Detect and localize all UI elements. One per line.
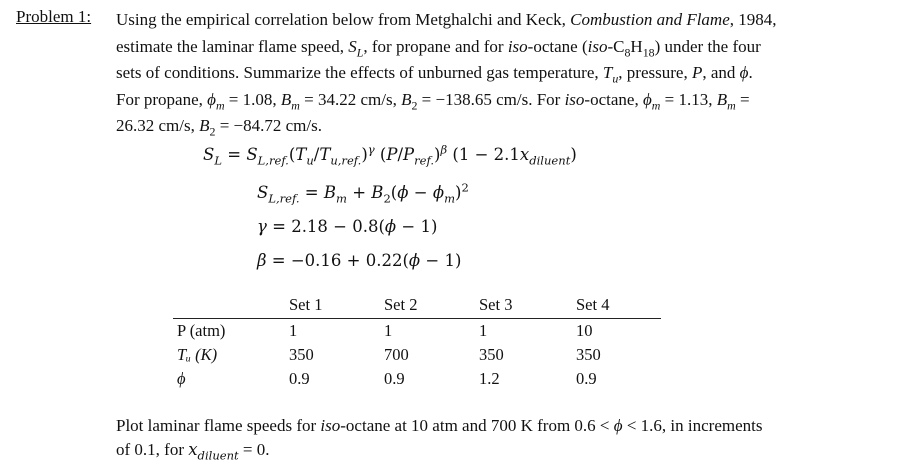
statement-line-4: For propane, $\phi_m = 1.08$, $B_m = 34.22$ cm/s, $B_2 = -138.65$ cm/s. For iso-octane, $\phi_m = 1.13$, $B_m$ = [116, 89, 750, 113]
row-label-temperature: Tᵤ (K) [177, 345, 218, 364]
row-label-phi: ϕ [177, 369, 186, 388]
table-row [173, 367, 661, 391]
table-cell: 1 [479, 321, 488, 340]
table-cell: 0.9 [384, 369, 405, 388]
statement-line-1: Using the empirical correlation below from Metghalchi and Keck, Combustion and Flame, 1984, [116, 10, 777, 29]
table-cell: 1 [289, 321, 298, 340]
table-header-set-3: Set 3 [479, 295, 513, 314]
table-header-set-1: Set 1 [289, 295, 323, 314]
statement-line-3: sets of conditions. Summarize the effects of unburned gas temperature, $T_u$, pressure, P, and ϕ. [116, 63, 753, 86]
table-row [173, 343, 661, 367]
table-row [173, 319, 661, 344]
table-cell: 350 [479, 345, 504, 364]
table-cell: 350 [289, 345, 314, 364]
table-cell: 1.2 [479, 369, 500, 388]
row-label-pressure: P (atm) [177, 321, 226, 340]
footer-line-1: Plot laminar flame speeds for iso-octane at 10 atm and 700 K from 0.6 < ϕ < 1.6, in increments [116, 416, 763, 435]
equation-flame-speed: $S_L = S_{L,ref.}(T_u/T_{u,ref.})^\gamma$ $(P/P_{ref.})^\beta$ $(1 - 2.1x_{diluent})$ [203, 142, 577, 168]
problem-statement [116, 7, 824, 140]
table-cell: 0.9 [289, 369, 310, 388]
table-header-empty [173, 290, 289, 319]
table-cell: 0.9 [576, 369, 597, 388]
footer-line-2: of 0.1, for $x_{diluent} = 0$. [116, 440, 270, 462]
table-cell: 350 [576, 345, 601, 364]
table-header-set-4: Set 4 [576, 295, 610, 314]
statement-line-5: 26.32 cm/s, $B_2 = -84.72$ cm/s. [116, 116, 322, 139]
problem-label: Problem 1: [16, 7, 92, 26]
equation-gamma: γ = 2.18 − 0.8(ϕ − 1) [257, 217, 438, 236]
equation-beta: β = −0.16 + 0.22(ϕ − 1) [257, 251, 462, 270]
conditions-table [173, 290, 661, 391]
table-cell: 1 [384, 321, 393, 340]
table-cell: 700 [384, 345, 409, 364]
table-header-row [173, 290, 661, 319]
equation-reference-speed: $S_{L,ref.} = B_m + B_2(\phi - \phi_m)^2$ [257, 180, 469, 206]
table-header-set-2: Set 2 [384, 295, 418, 314]
statement-line-2: estimate the laminar flame speed, $S_L$, for propane and for iso-octane $(iso-C_8H_{18})$ under the four [116, 36, 761, 59]
table-cell: 10 [576, 321, 593, 340]
plot-instruction [116, 414, 826, 462]
